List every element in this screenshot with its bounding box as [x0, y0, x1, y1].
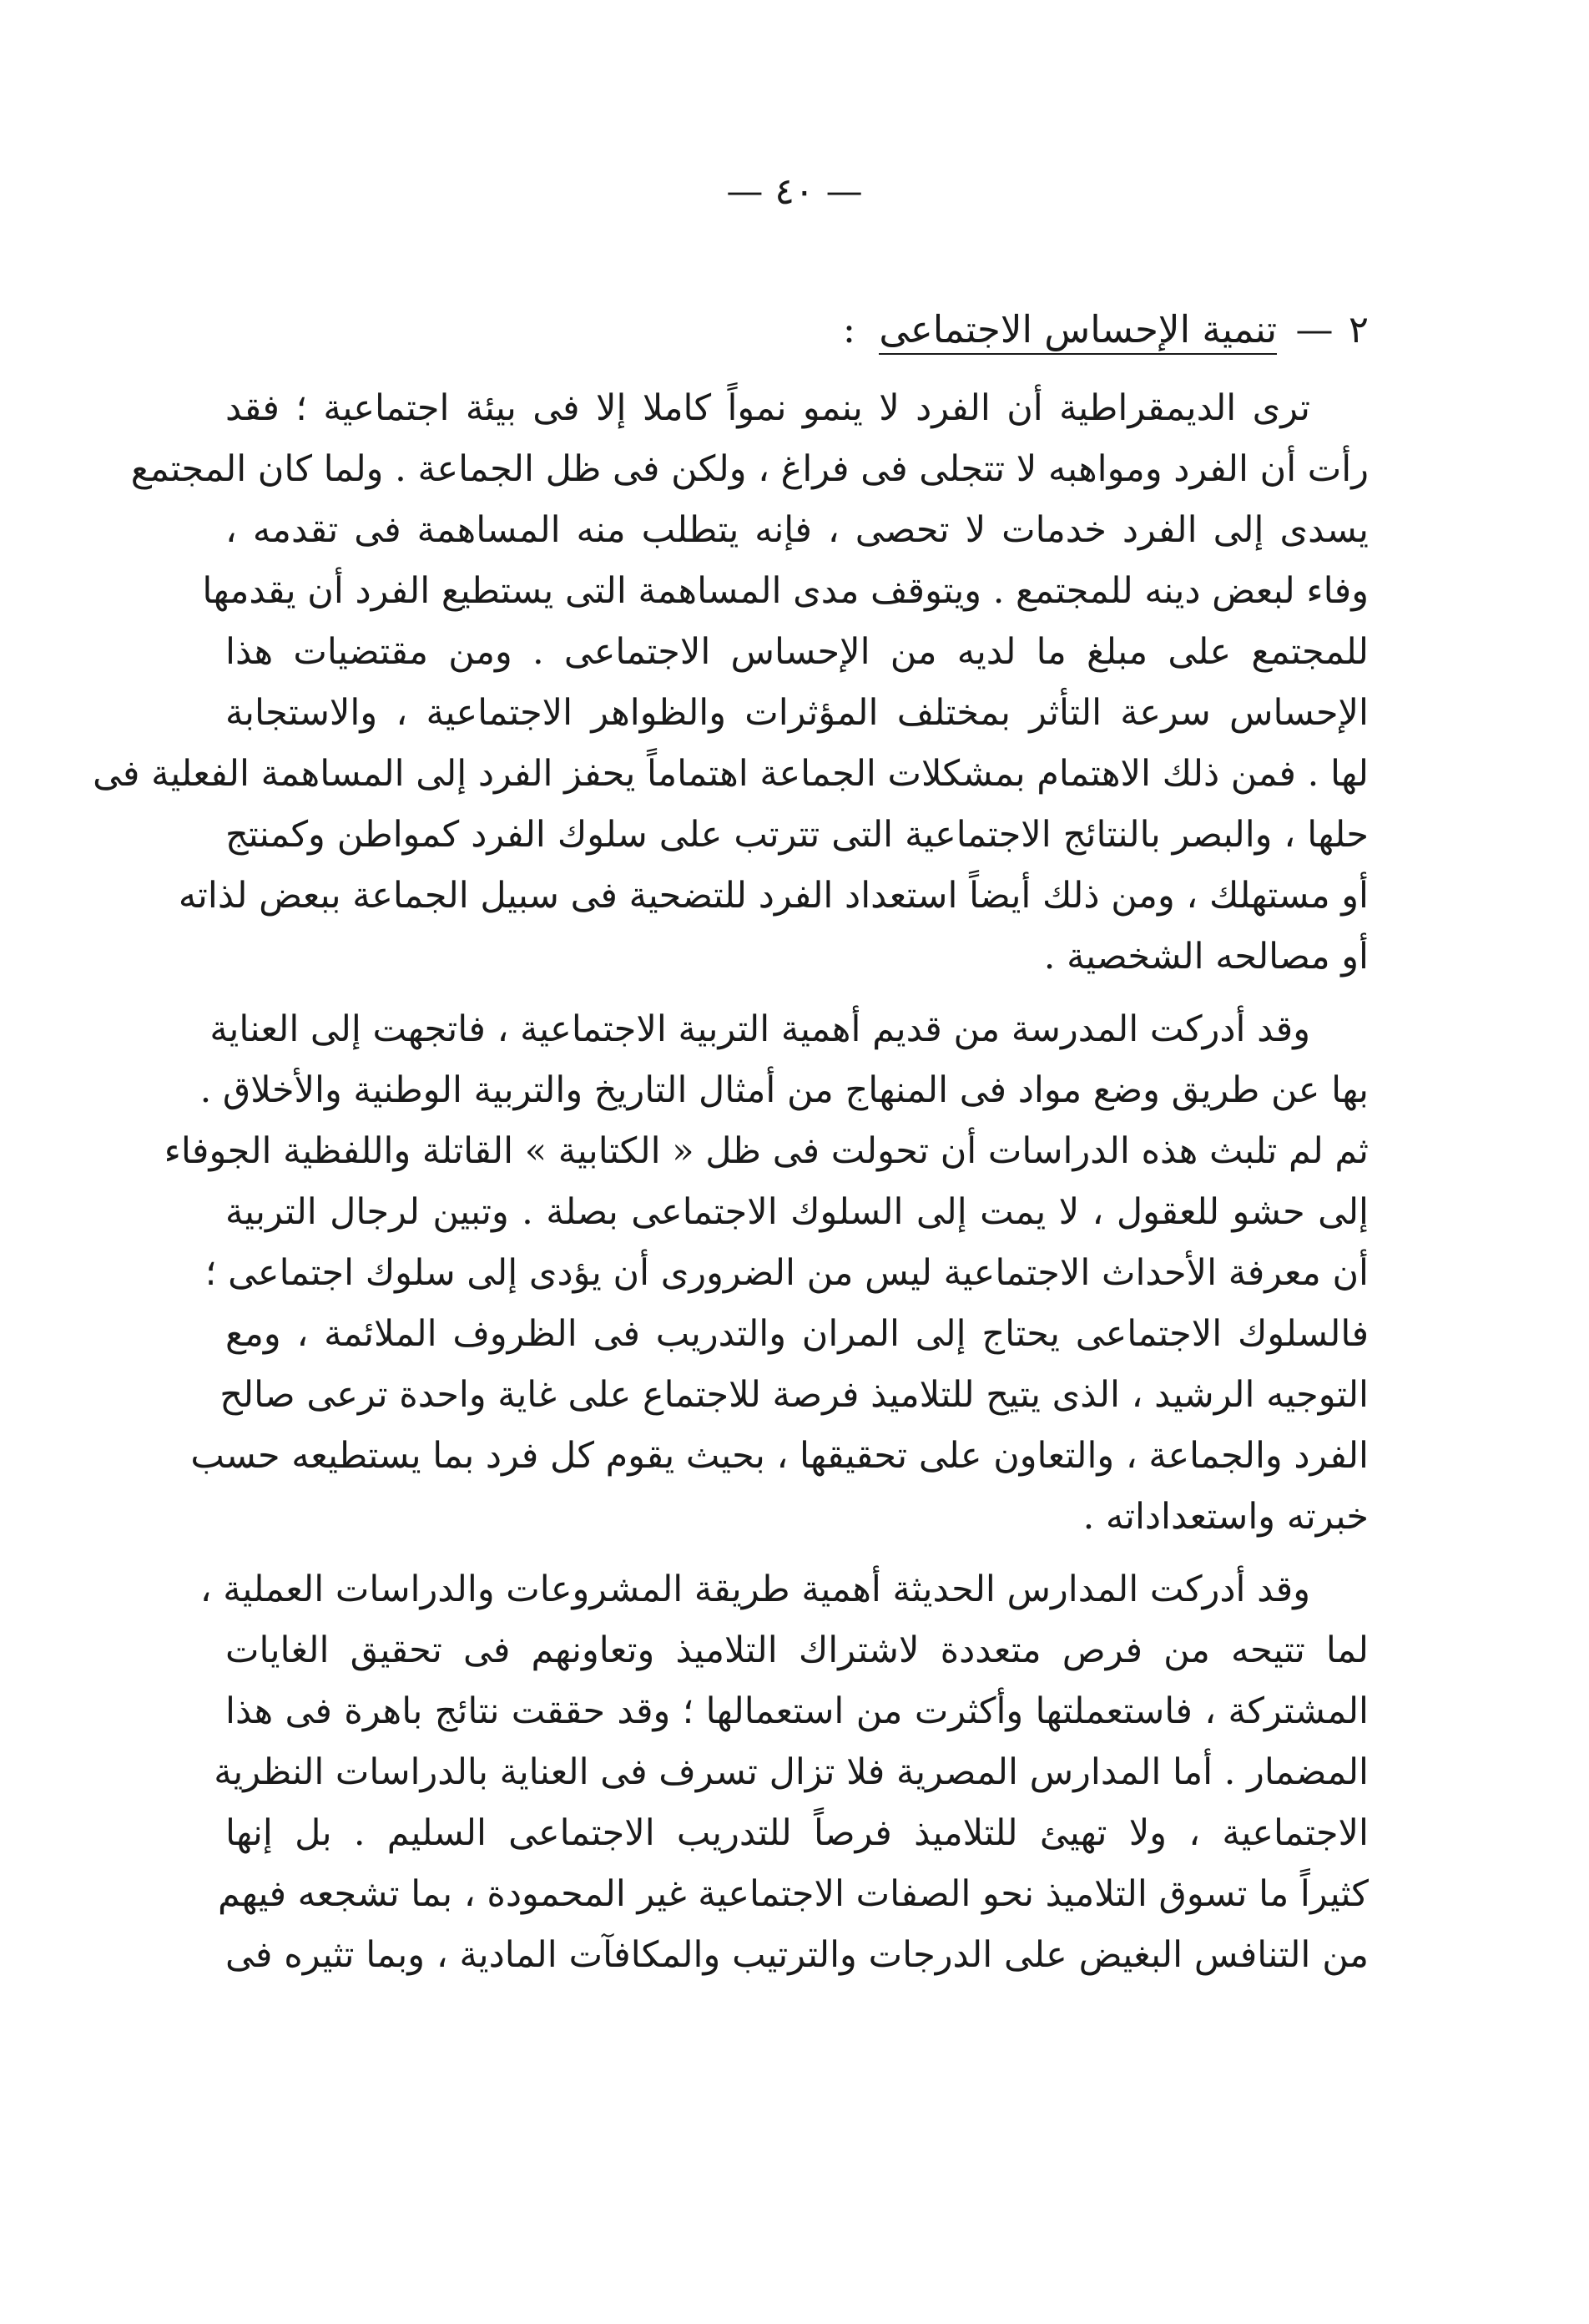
text-line: يسدى إلى الفرد خدمات لا تحصى ، فإنه يتطلب منه المساهمة فى تقدمه ،	[225, 509, 1369, 551]
text-line: خبرته واستعداداته .	[1082, 1496, 1369, 1538]
text-line: أو مصالحه الشخصية .	[1043, 936, 1369, 978]
section-dash: —	[1295, 307, 1334, 351]
paragraph-2	[164, 999, 1370, 1548]
text-line: وفاء لبعض دينه للمجتمع . ويتوقف مدى المساهمة التى يستطيع الفرد أن يقدمها	[202, 570, 1369, 612]
text-line: حلها ، والبصر بالنتائج الاجتماعية التى تترتب على سلوك الفرد كمواطن وكمنتج	[225, 814, 1369, 856]
text-line: أو مستهلك ، ومن ذلك أيضاً استعداد الفرد للتضحية فى سبيل الجماعة ببعض لذاته	[178, 875, 1369, 917]
text-line: المضمار . أما المدارس المصرية فلا تزال تسرف فى العناية بالدراسات النظرية	[214, 1751, 1369, 1793]
paragraph-3	[199, 1559, 1369, 1986]
text-line: التوجيه الرشيد ، الذى يتيح للتلاميذ فرصة للاجتماع على غاية واحدة ترعى صالح	[219, 1374, 1369, 1416]
section-colon: :	[842, 307, 856, 351]
section-title: تنمية الإحساس الاجتماعى	[879, 307, 1277, 355]
text-line: فالسلوك الاجتماعى يحتاج إلى المران والتدريب فى الظروف الملائمة ، ومع	[225, 1313, 1370, 1355]
text-line: الاجتماعية ، ولا تهيئ للتلاميذ فرصاً للتدريب الاجتماعى السليم . بل إنها	[225, 1812, 1369, 1854]
text-line: المشتركة ، فاستعملتها وأكثرت من استعمالها ؛ وقد حققت نتائج باهرة فى هذا	[225, 1690, 1369, 1732]
text-line: كثيراً ما تسوق التلاميذ نحو الصفات الاجتماعية غير المحمودة ، بما تشجعه فيهم	[218, 1873, 1369, 1915]
text-line: لها . فمن ذلك الاهتمام بمشكلات الجماعة اهتماماً يحفز الفرد إلى المساهمة الفعلية فى	[93, 753, 1369, 795]
text-line: رأت أن الفرد ومواهبه لا تتجلى فى فراغ ، ولكن فى ظل الجماعة . ولما كان المجتمع	[130, 448, 1369, 490]
text-line: ثم لم تلبث هذه الدراسات أن تحولت فى ظل « الكتابية » القاتلة واللفظية الجوفاء	[164, 1130, 1369, 1172]
text-line: وقد أدركت المدارس الحديثة أهمية طريقة المشروعات والدراسات العملية ،	[199, 1569, 1310, 1610]
section-heading	[225, 296, 1369, 363]
text-line: وقد أدركت المدرسة من قديم أهمية التربية الاجتماعية ، فاتجهت إلى العناية	[209, 1008, 1310, 1050]
text-line: بها عن طريق وضع مواد فى المنهاج من أمثال التاريخ والتربية الوطنية والأخلاق .	[199, 1069, 1369, 1111]
section-number: ٢	[1348, 307, 1369, 351]
text-line: إلى حشو للعقول ، لا يمت إلى السلوك الاجتماعى بصلة . وتبين لرجال التربية	[225, 1191, 1369, 1233]
text-line: الفرد والجماعة ، والتعاون على تحقيقها ، بحيث يقوم كل فرد بما يستطيعه حسب	[190, 1435, 1369, 1477]
text-line: الإحساس سرعة التأثر بمختلف المؤثرات والظواهر الاجتماعية ، والاستجابة	[225, 692, 1369, 734]
text-line: لما تتيحه من فرص متعددة لاشتراك التلاميذ وتعاونهم فى تحقيق الغايات	[225, 1629, 1369, 1671]
text-line: أن معرفة الأحداث الاجتماعية ليس من الضرورى أن يؤدى إلى سلوك اجتماعى ؛	[204, 1252, 1369, 1294]
text-line: ترى الديمقراطية أن الفرد لا ينمو نمواً كاملا إلا فى بيئة اجتماعية ؛ فقد	[225, 387, 1310, 429]
paragraph-1	[93, 378, 1369, 988]
text-line: من التنافس البغيض على الدرجات والترتيب والمكافآت المادية ، وبما تثيره فى	[225, 1934, 1369, 1976]
page-content	[93, 296, 1370, 1986]
page-number: — ٤٠ —	[726, 170, 863, 213]
text-line: للمجتمع على مبلغ ما لديه من الإحساس الاجتماعى . ومن مقتضيات هذا	[225, 631, 1369, 673]
